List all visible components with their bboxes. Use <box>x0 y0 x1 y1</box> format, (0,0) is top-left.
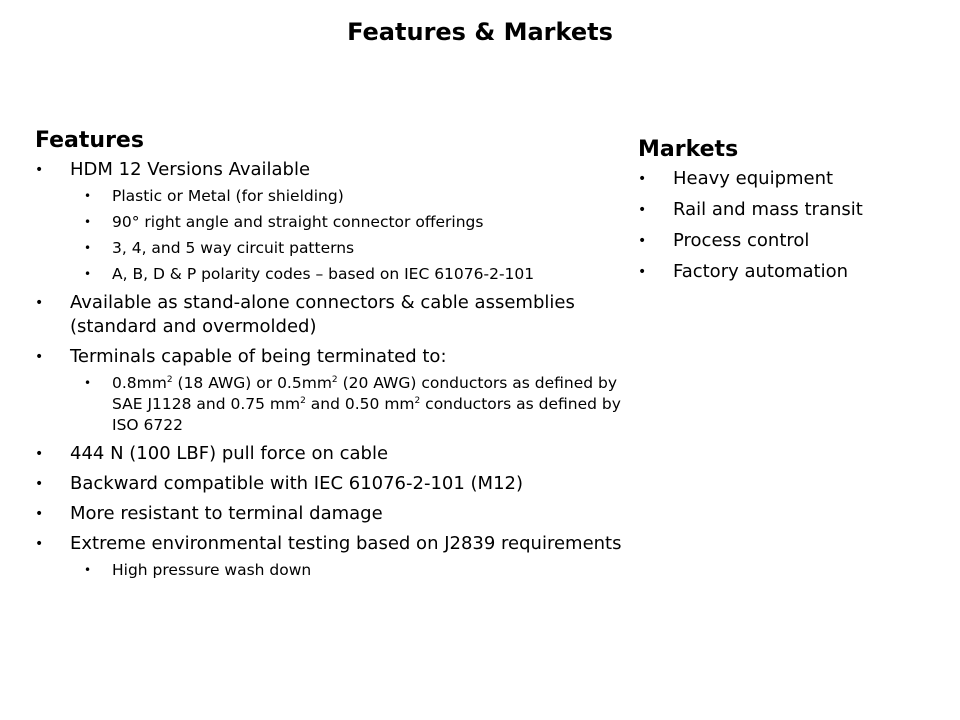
feature-item-resistant <box>35 502 625 526</box>
features-list <box>35 158 625 581</box>
bullet-icon: • <box>35 506 44 522</box>
sub-item-text: 3, 4, and 5 way circuit patterns <box>112 239 355 257</box>
feature-item-terminals <box>35 345 625 436</box>
feature-item-versions <box>35 158 625 285</box>
bullet-icon: • <box>35 446 44 462</box>
superscript: 2 <box>414 395 421 406</box>
market-text: Heavy equipment <box>673 168 834 189</box>
markets-list <box>638 167 938 284</box>
feature-text: Backward compatible with IEC 61076-2-101 (M12) <box>70 473 524 494</box>
markets-heading: Markets <box>638 137 739 162</box>
sub-item-polarity-codes <box>70 264 625 285</box>
market-item-factory-automation <box>638 260 938 284</box>
market-text: Factory automation <box>673 261 849 282</box>
features-heading: Features <box>35 128 144 153</box>
market-item-heavy-equipment <box>638 167 938 191</box>
text-part: (20 AWG) conductors as defined by SAE J1128 and 0.75 mm <box>112 374 618 413</box>
feature-item-backward-compatible <box>35 472 625 496</box>
sub-item-text <box>112 374 621 434</box>
sub-item-text: 90° right angle and straight connector offerings <box>112 213 484 231</box>
sub-item-plastic-metal <box>70 186 625 207</box>
feature-text: Terminals capable of being terminated to: <box>70 346 447 367</box>
bullet-icon: • <box>84 267 92 281</box>
bullet-icon: • <box>35 295 44 311</box>
bullet-icon: • <box>638 171 647 187</box>
features-column <box>35 126 625 587</box>
market-text: Process control <box>673 230 810 251</box>
feature-text: Available as stand-alone connectors & cable assemblies (standard and overmolded) <box>70 292 575 337</box>
bullet-icon: • <box>84 241 92 255</box>
feature-text: HDM 12 Versions Available <box>70 159 311 180</box>
market-text: Rail and mass transit <box>673 199 863 220</box>
feature-sublist-testing <box>70 560 625 581</box>
slide-title: Features & Markets <box>347 18 613 46</box>
sub-item-text: Plastic or Metal (for shielding) <box>112 187 344 205</box>
markets-column <box>638 135 938 291</box>
feature-item-standalone <box>35 291 625 339</box>
feature-item-pull-force <box>35 442 625 466</box>
bullet-icon: • <box>84 563 92 577</box>
sub-item-circuit-patterns <box>70 238 625 259</box>
bullet-icon: • <box>638 264 647 280</box>
bullet-icon: • <box>638 233 647 249</box>
text-part: conductors as defined by ISO 6722 <box>112 395 621 434</box>
sub-item-wash-down <box>70 560 625 581</box>
feature-text: More resistant to terminal damage <box>70 503 383 524</box>
feature-text: Extreme environmental testing based on J2839 requirements <box>70 533 622 554</box>
bullet-icon: • <box>84 189 92 203</box>
bullet-icon: • <box>638 202 647 218</box>
bullet-icon: • <box>35 476 44 492</box>
market-item-process-control <box>638 229 938 253</box>
superscript: 2 <box>300 395 306 406</box>
sub-item-text: A, B, D & P polarity codes – based on IEC 61076-2-101 <box>112 265 535 283</box>
feature-sublist-terminals <box>70 373 625 436</box>
feature-text: 444 N (100 LBF) pull force on cable <box>70 443 389 464</box>
superscript: 2 <box>331 374 338 385</box>
bullet-icon: • <box>35 162 44 178</box>
market-item-rail-transit <box>638 198 938 222</box>
feature-sublist-versions <box>70 186 625 285</box>
sub-item-text: High pressure wash down <box>112 561 312 579</box>
text-part: 0.8mm <box>112 374 167 392</box>
bullet-icon: • <box>84 376 92 390</box>
sub-item-conductor-sizes <box>70 373 625 436</box>
bullet-icon: • <box>35 536 44 552</box>
sub-item-angle-straight <box>70 212 625 233</box>
text-part: (18 AWG) or 0.5mm <box>172 374 332 392</box>
bullet-icon: • <box>35 349 44 365</box>
bullet-icon: • <box>84 215 92 229</box>
text-part: and 0.50 mm <box>305 395 415 413</box>
feature-item-environmental-testing <box>35 532 625 581</box>
superscript: 2 <box>166 374 173 385</box>
